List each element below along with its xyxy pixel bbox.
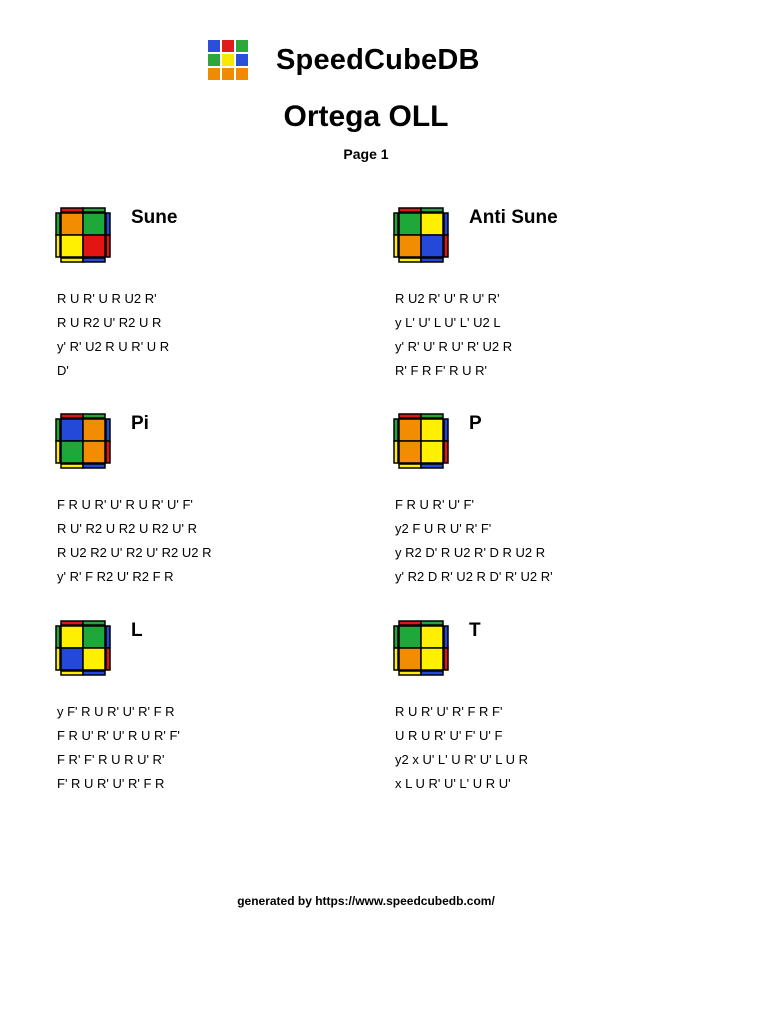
algorithm-line: R U R' U R U2 R' — [57, 291, 157, 306]
top-sticker — [421, 419, 443, 441]
top-sticker — [399, 419, 421, 441]
algorithm-list — [57, 287, 375, 383]
top-sticker — [61, 648, 83, 670]
case-header — [393, 207, 713, 263]
logo-square — [222, 68, 234, 80]
algorithm-line: R U2 R2 U' R2 U' R2 U2 R — [57, 545, 212, 560]
algorithm-line: y' R2 D R' U2 R D' R' U2 R' — [395, 569, 553, 584]
side-sticker — [56, 213, 60, 235]
logo-square — [222, 54, 234, 66]
side-sticker — [56, 419, 60, 441]
brand-header — [208, 40, 480, 80]
algorithm-line: U R U R' U' F' U' F — [395, 728, 503, 743]
side-sticker — [56, 235, 60, 257]
side-sticker — [106, 441, 110, 463]
side-sticker — [444, 626, 448, 648]
side-sticker — [399, 258, 421, 262]
algorithm-line: R U2 R' U' R U' R' — [395, 291, 500, 306]
side-sticker — [106, 648, 110, 670]
algorithm-line: R U R2 U' R2 U R — [57, 315, 162, 330]
logo-square — [208, 40, 220, 52]
side-sticker — [83, 464, 105, 468]
side-sticker — [394, 626, 398, 648]
side-sticker — [394, 419, 398, 441]
logo-square — [236, 68, 248, 80]
algorithm-list — [395, 700, 713, 796]
case-card-pi — [55, 413, 375, 589]
algorithm-line: R U R' U' R' F R F' — [395, 704, 503, 719]
algorithm-line: F R U R' U' F' — [395, 497, 474, 512]
case-card-p — [393, 413, 713, 589]
algorithm-line: y R2 D' R U2 R' D R U2 R — [395, 545, 546, 560]
top-sticker — [61, 235, 83, 257]
side-sticker — [106, 213, 110, 235]
top-sticker — [83, 235, 105, 257]
top-sticker — [83, 648, 105, 670]
side-sticker — [83, 258, 105, 262]
logo-square — [208, 54, 220, 66]
side-sticker — [399, 464, 421, 468]
side-sticker — [421, 671, 443, 675]
algorithm-line: y' R' U' R U' R' U2 R — [395, 339, 513, 354]
case-header — [393, 620, 713, 676]
side-sticker — [83, 671, 105, 675]
side-sticker — [421, 414, 443, 418]
side-sticker — [421, 258, 443, 262]
side-sticker — [56, 648, 60, 670]
footer-credit: generated by https://www.speedcubedb.com/ — [237, 894, 495, 908]
case-name: P — [469, 413, 482, 434]
side-sticker — [394, 441, 398, 463]
case-card-t — [393, 620, 713, 796]
top-sticker — [421, 648, 443, 670]
algorithm-line: D' — [57, 363, 69, 378]
algorithm-line: y2 F U R U' R' F' — [395, 521, 492, 536]
side-sticker — [399, 208, 421, 212]
page-title: Ortega OLL — [283, 100, 449, 133]
top-sticker — [83, 626, 105, 648]
side-sticker — [444, 235, 448, 257]
case-header — [55, 413, 375, 469]
case-header — [55, 620, 375, 676]
top-sticker — [421, 235, 443, 257]
top-sticker — [61, 419, 83, 441]
algorithm-line: x L U R' U' L' U R U' — [395, 776, 511, 791]
top-sticker — [399, 626, 421, 648]
algorithm-list — [57, 493, 375, 589]
case-name: Sune — [131, 207, 178, 228]
side-sticker — [61, 621, 83, 625]
algorithm-list — [395, 287, 713, 383]
algorithm-line: R' F R F' R U R' — [395, 363, 487, 378]
case-name: Pi — [131, 413, 149, 434]
side-sticker — [394, 235, 398, 257]
top-sticker — [399, 648, 421, 670]
side-sticker — [83, 621, 105, 625]
side-sticker — [106, 419, 110, 441]
side-sticker — [106, 626, 110, 648]
algorithm-line: R U' R2 U R2 U R2 U' R — [57, 521, 198, 536]
side-sticker — [399, 621, 421, 625]
top-sticker — [61, 441, 83, 463]
side-sticker — [444, 648, 448, 670]
top-sticker — [421, 626, 443, 648]
side-sticker — [56, 626, 60, 648]
side-sticker — [399, 414, 421, 418]
side-sticker — [421, 464, 443, 468]
algorithm-line: F R U' R' U' R U R' F' — [57, 728, 180, 743]
algorithm-line: F R' F' R U R U' R' — [57, 752, 165, 767]
side-sticker — [444, 213, 448, 235]
side-sticker — [61, 671, 83, 675]
logo-square — [222, 40, 234, 52]
algorithm-list — [57, 700, 375, 796]
top-sticker — [421, 441, 443, 463]
side-sticker — [61, 464, 83, 468]
page-number: Page 1 — [343, 146, 389, 162]
side-sticker — [394, 648, 398, 670]
side-sticker — [444, 419, 448, 441]
side-sticker — [394, 213, 398, 235]
case-name: T — [469, 620, 481, 641]
algorithm-line: y' R' F R2 U' R2 F R — [57, 569, 174, 584]
algorithm-line: y L' U' L U' L' U2 L — [395, 315, 501, 330]
cube-diagram-icon — [55, 620, 111, 676]
top-sticker — [83, 419, 105, 441]
side-sticker — [61, 208, 83, 212]
case-card-anti-sune — [393, 207, 713, 383]
side-sticker — [421, 208, 443, 212]
case-header — [393, 413, 713, 469]
side-sticker — [61, 414, 83, 418]
side-sticker — [444, 441, 448, 463]
logo-square — [208, 68, 220, 80]
case-header — [55, 207, 375, 263]
algorithm-line: y F' R U R' U' R' F R — [57, 704, 175, 719]
top-sticker — [399, 235, 421, 257]
side-sticker — [83, 208, 105, 212]
top-sticker — [61, 213, 83, 235]
algorithm-line: F' R U R' U' R' F R — [57, 776, 165, 791]
algorithm-line: F R U R' U' R U R' U' F' — [57, 497, 193, 512]
case-name: Anti Sune — [469, 207, 558, 228]
cube-diagram-icon — [55, 413, 111, 469]
cube-diagram-icon — [393, 413, 449, 469]
logo-square — [236, 40, 248, 52]
top-sticker — [61, 626, 83, 648]
speedcubedb-logo-icon — [208, 40, 248, 80]
side-sticker — [61, 258, 83, 262]
case-card-l — [55, 620, 375, 796]
top-sticker — [83, 441, 105, 463]
top-sticker — [399, 213, 421, 235]
side-sticker — [421, 621, 443, 625]
cube-diagram-icon — [55, 207, 111, 263]
top-sticker — [83, 213, 105, 235]
top-sticker — [399, 441, 421, 463]
side-sticker — [399, 671, 421, 675]
cube-diagram-icon — [393, 207, 449, 263]
algorithm-list — [395, 493, 713, 589]
logo-square — [236, 54, 248, 66]
side-sticker — [56, 441, 60, 463]
top-sticker — [421, 213, 443, 235]
side-sticker — [106, 235, 110, 257]
brand-name: SpeedCubeDB — [276, 43, 480, 76]
side-sticker — [83, 414, 105, 418]
algorithm-line: y2 x U' L' U R' U' L U R — [395, 752, 528, 767]
algorithm-line: y' R' U2 R U R' U R — [57, 339, 170, 354]
cube-diagram-icon — [393, 620, 449, 676]
case-card-sune — [55, 207, 375, 383]
case-name: L — [131, 620, 143, 641]
